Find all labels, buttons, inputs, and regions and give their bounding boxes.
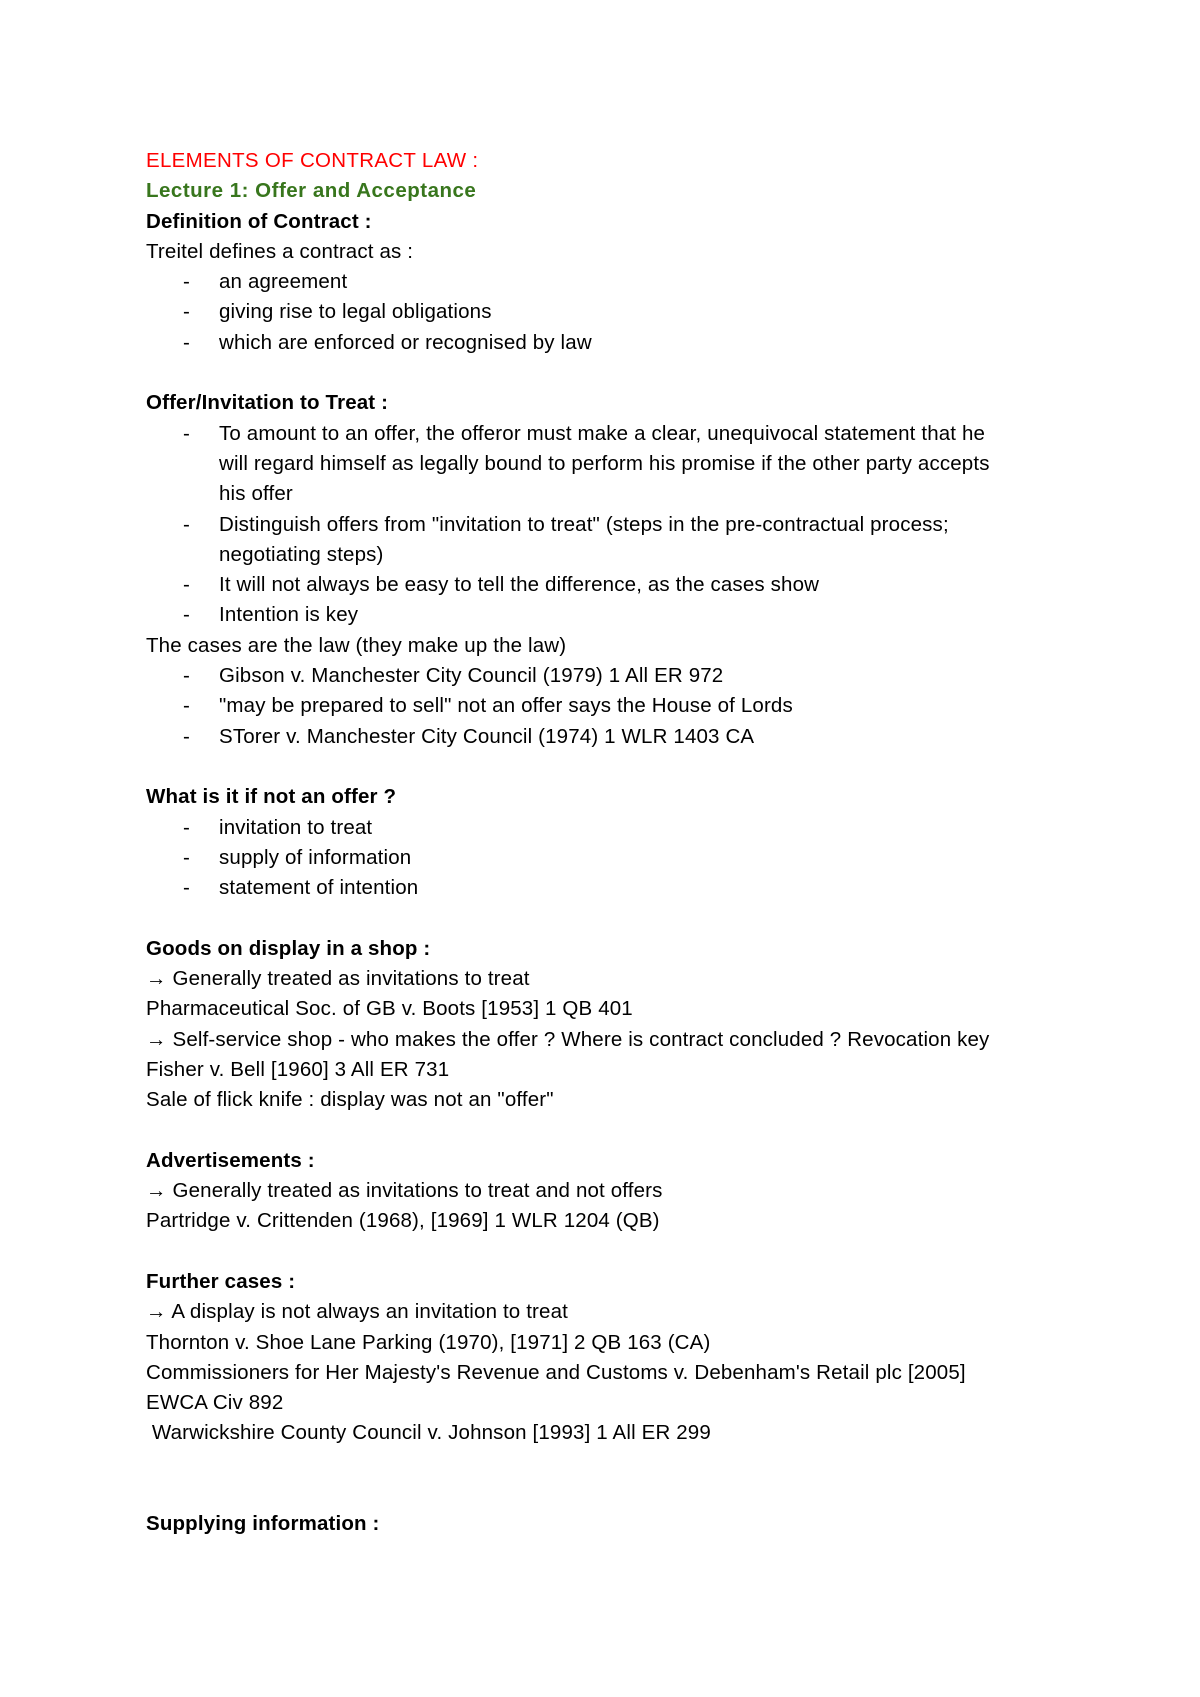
blank-line [146, 1449, 1076, 1510]
list-item [146, 691, 1076, 721]
dash-bullet: - [183, 664, 190, 688]
paragraph-line: → Generally treated as invitations to treat [146, 967, 530, 991]
paragraph-line: Commissioners for Her Majesty's Revenue and Customs v. Debenham's Retail plc [2005] [146, 1360, 966, 1384]
blank-line [146, 1237, 1076, 1267]
list-item [146, 873, 1076, 903]
cases-intro: The cases are the law (they make up the law) [146, 633, 567, 657]
list-item-text: an agreement [219, 270, 348, 294]
blank-line [146, 752, 1076, 782]
paragraph-line: → Generally treated as invitations to treat and not offers [146, 1179, 663, 1203]
not-offer-heading: What is it if not an offer ? [146, 785, 397, 809]
list-item-text: Distinguish offers from "invitation to treat" (steps in the pre-contractual process; [219, 512, 949, 536]
list-item [146, 328, 1076, 358]
offer-itt-list [146, 419, 1076, 631]
blank-line [146, 358, 1076, 388]
definition-intro: Treitel defines a contract as : [146, 239, 414, 263]
dash-bullet: - [183, 421, 190, 445]
dash-bullet: - [183, 694, 190, 718]
dash-bullet: - [183, 573, 190, 597]
list-item-text: To amount to an offer, the offeror must make a clear, unequivocal statement that he [219, 421, 986, 445]
dash-bullet: - [183, 724, 190, 748]
definition-heading: Definition of Contract : [146, 209, 372, 233]
list-item-text: "may be prepared to sell" not an offer says the House of Lords [219, 694, 793, 718]
list-item-text: invitation to treat [219, 815, 373, 839]
list-item-text: It will not always be easy to tell the difference, as the cases show [219, 573, 820, 597]
paragraph-line: Warwickshire County Council v. Johnson [1993] 1 All ER 299 [146, 1421, 711, 1445]
further-cases-heading: Further cases : [146, 1269, 296, 1293]
lecture-title: Lecture 1: Offer and Acceptance [146, 179, 477, 203]
list-item [146, 661, 1076, 691]
paragraph-line: Partridge v. Crittenden (1968), [1969] 1 WLR 1204 (QB) [146, 1209, 660, 1233]
list-item-text: giving rise to legal obligations [219, 300, 492, 324]
list-item [146, 297, 1076, 327]
dash-bullet: - [183, 330, 190, 354]
list-item-text: his offer [219, 482, 293, 506]
list-item-text: statement of intention [219, 876, 419, 900]
list-item-text: negotiating steps) [219, 542, 384, 566]
list-item [146, 267, 1076, 297]
list-item-text: STorer v. Manchester City Council (1974) 1 WLR 1403 CA [219, 724, 755, 748]
dash-bullet: - [183, 270, 190, 294]
not-offer-list [146, 813, 1076, 904]
dash-bullet: - [183, 815, 190, 839]
document-page [146, 146, 1076, 1540]
paragraph-line: Fisher v. Bell [1960] 3 All ER 731 [146, 1057, 450, 1081]
list-item [146, 419, 1076, 510]
goods-display-heading: Goods on display in a shop : [146, 936, 431, 960]
list-item [146, 510, 1076, 571]
paragraph-line: Pharmaceutical Soc. of GB v. Boots [1953] 1 QB 401 [146, 997, 633, 1021]
list-item-text: which are enforced or recognised by law [219, 330, 592, 354]
dash-bullet: - [183, 845, 190, 869]
list-item [146, 570, 1076, 600]
blank-line [146, 1116, 1076, 1146]
list-item [146, 813, 1076, 843]
paragraph-line: Thornton v. Shoe Lane Parking (1970), [1971] 2 QB 163 (CA) [146, 1330, 711, 1354]
dash-bullet: - [183, 512, 190, 536]
cases-list [146, 661, 1076, 752]
paragraph-line: → Self-service shop - who makes the offer ? Where is contract concluded ? Revocation key [146, 1027, 990, 1051]
dash-bullet: - [183, 876, 190, 900]
list-item-text: Gibson v. Manchester City Council (1979) 1 All ER 972 [219, 664, 724, 688]
list-item-text: supply of information [219, 845, 412, 869]
list-item [146, 722, 1076, 752]
list-item-text: will regard himself as legally bound to perform his promise if the other party accepts [219, 451, 990, 475]
paragraph-line: → A display is not always an invitation to treat [146, 1300, 568, 1324]
list-item [146, 843, 1076, 873]
supplying-info-heading: Supplying information : [146, 1512, 380, 1536]
advertisements-heading: Advertisements : [146, 1148, 315, 1172]
dash-bullet: - [183, 300, 190, 324]
definition-list [146, 267, 1076, 358]
dash-bullet: - [183, 603, 190, 627]
blank-line [146, 903, 1076, 933]
list-item-text: Intention is key [219, 603, 359, 627]
document-title: ELEMENTS OF CONTRACT LAW : [146, 149, 479, 172]
paragraph-line: Sale of flick knife : display was not an "offer" [146, 1088, 554, 1112]
list-item [146, 600, 1076, 630]
paragraph-line: EWCA Civ 892 [146, 1391, 284, 1415]
offer-itt-heading: Offer/Invitation to Treat : [146, 391, 389, 415]
